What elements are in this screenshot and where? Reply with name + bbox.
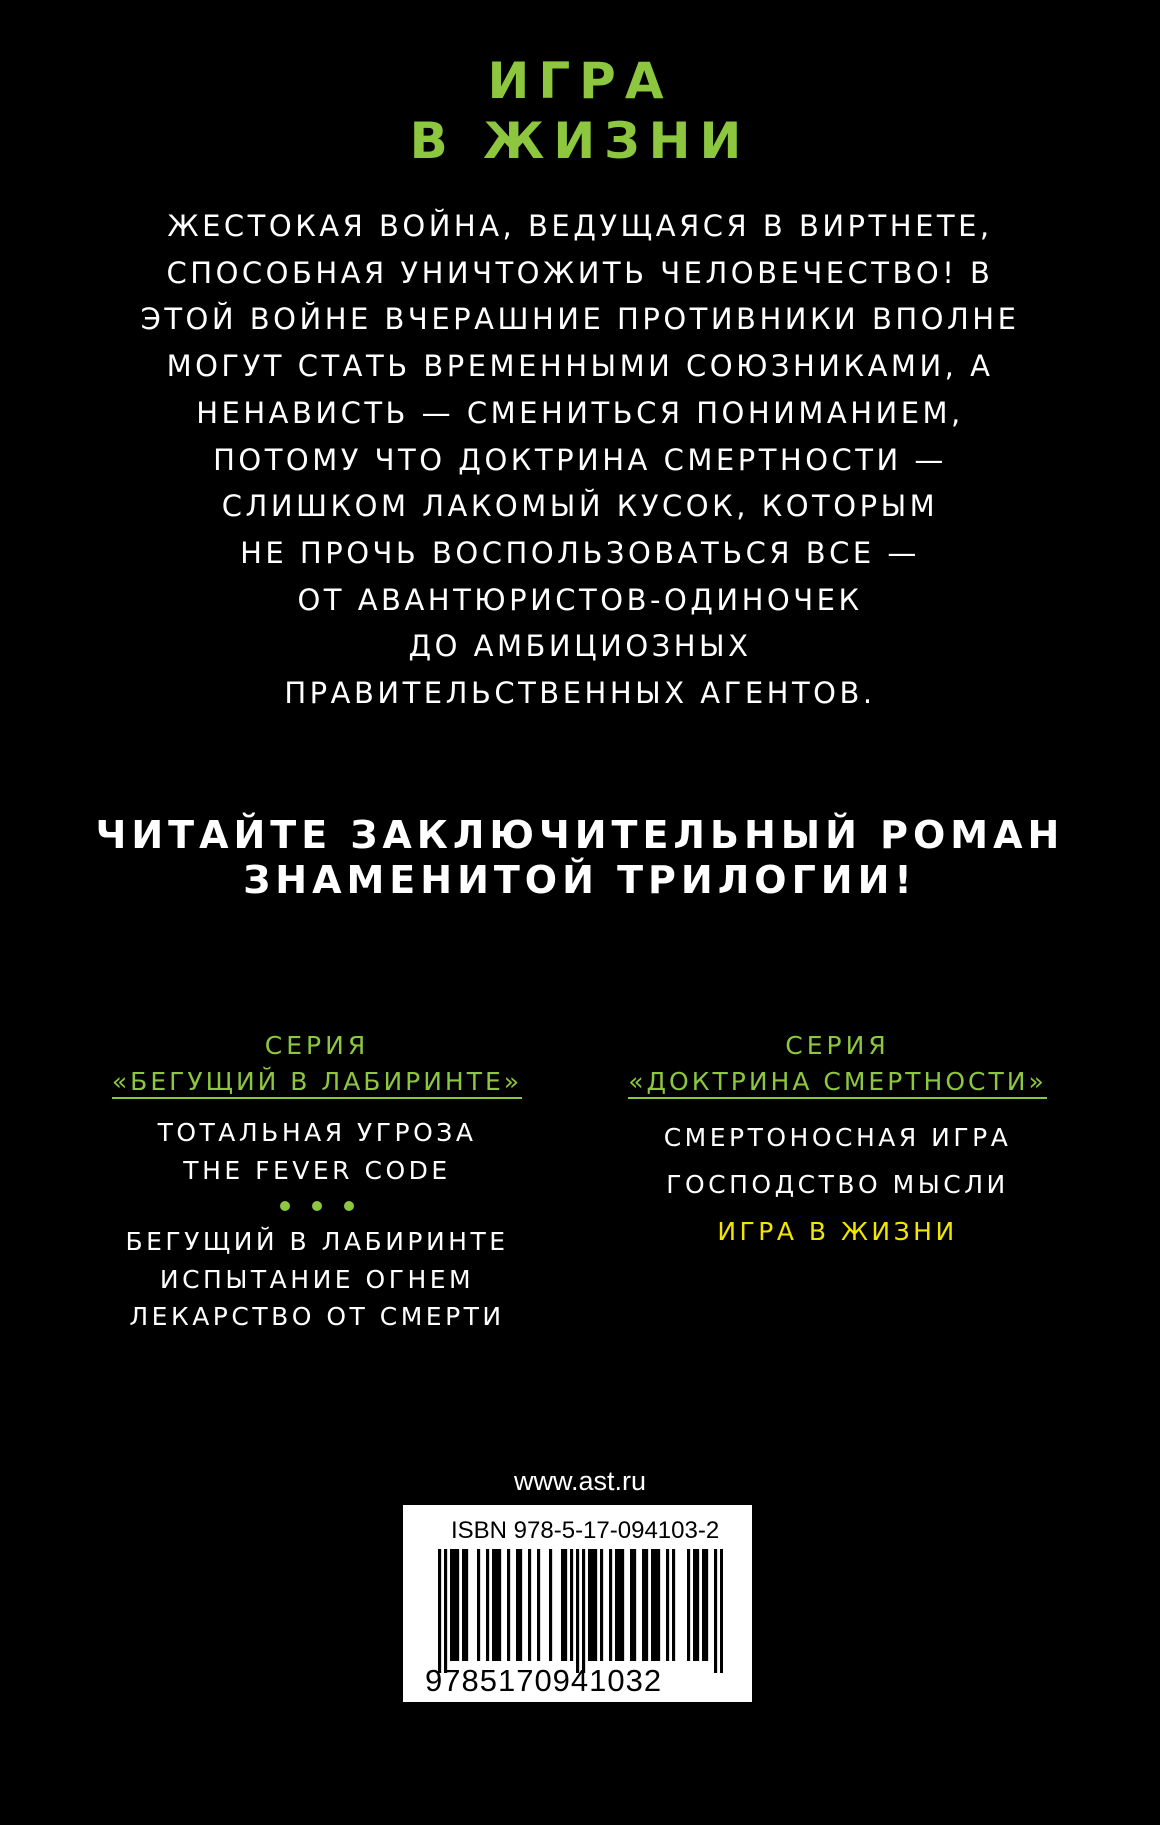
series-book-list bbox=[590, 1114, 1085, 1255]
barcode-bar bbox=[498, 1549, 501, 1661]
barcode-bar bbox=[453, 1549, 456, 1661]
series-book-current: ИГРА В ЖИЗНИ bbox=[717, 1217, 958, 1246]
series-name-text: «БЕГУЩИЙ В ЛАБИРИНТЕ» bbox=[112, 1067, 522, 1099]
barcode-bar bbox=[657, 1549, 660, 1661]
barcode-bar bbox=[444, 1549, 447, 1673]
barcode-bar bbox=[705, 1549, 708, 1661]
barcode-bar bbox=[492, 1549, 495, 1661]
barcode-bar bbox=[591, 1549, 594, 1661]
barcode-bars-icon bbox=[438, 1549, 723, 1673]
barcode-bar bbox=[576, 1549, 579, 1673]
barcode-bar bbox=[465, 1549, 468, 1661]
blurb-line: ОТ АВАНТЮРИСТОВ-ОДИНОЧЕК bbox=[297, 582, 863, 617]
barcode-bar bbox=[615, 1549, 618, 1661]
barcode-bar bbox=[537, 1549, 540, 1661]
barcode-bar bbox=[630, 1549, 633, 1661]
barcode-bar bbox=[720, 1549, 723, 1673]
barcode-bar bbox=[594, 1549, 597, 1661]
blurb-line: МОГУТ СТАТЬ ВРЕМЕННЫМИ СОЮЗНИКАМИ, А bbox=[166, 349, 994, 384]
series-name bbox=[60, 1064, 574, 1100]
barcode-bar bbox=[516, 1549, 519, 1661]
dot-icon bbox=[344, 1201, 354, 1211]
series-book: ИСПЫТАНИЕ ОГНЕМ bbox=[159, 1264, 475, 1294]
series-book: СМЕРТОНОСНАЯ ИГРА bbox=[663, 1123, 1012, 1152]
series-book: ЛЕКАРСТВО ОТ СМЕРТИ bbox=[129, 1302, 505, 1331]
call-to-action-line-2: ЗНАМЕНИТОЙ ТРИЛОГИИ! bbox=[243, 858, 917, 902]
series-book: ГОСПОДСТВО МЫСЛИ bbox=[666, 1170, 1009, 1199]
barcode-bar bbox=[666, 1549, 669, 1661]
book-title-line-1: ИГРА bbox=[487, 52, 673, 110]
blurb-line: ПРАВИТЕЛЬСТВЕННЫХ АГЕНТОВ. bbox=[284, 676, 876, 711]
barcode-bar bbox=[450, 1549, 453, 1661]
series-book: ТОТАЛЬНАЯ УГРОЗА bbox=[157, 1118, 477, 1147]
isbn-barcode bbox=[403, 1505, 752, 1702]
barcode-bar bbox=[477, 1549, 480, 1661]
series-mortality-doctrine bbox=[590, 1028, 1085, 1255]
blurb-line: СЛИШКОМ ЛАКОМЫЙ КУСОК, КОТОРЫМ bbox=[221, 489, 939, 524]
ean-digits: 9785170941032 bbox=[425, 1663, 663, 1698]
barcode-bar bbox=[519, 1549, 522, 1661]
barcode-bar bbox=[549, 1549, 552, 1661]
barcode-bar bbox=[642, 1549, 645, 1661]
blurb-line: ЖЕСТОКАЯ ВОЙНА, ВЕДУЩАЯСЯ В ВИРТНЕТЕ, bbox=[167, 209, 993, 243]
barcode-bar bbox=[600, 1549, 603, 1661]
barcode-bar bbox=[672, 1549, 675, 1661]
barcode-bar bbox=[486, 1549, 489, 1661]
barcode-bar bbox=[456, 1549, 459, 1661]
barcode-bar bbox=[438, 1549, 441, 1673]
barcode-bar bbox=[687, 1549, 690, 1661]
separator-dots bbox=[60, 1189, 574, 1223]
series-label: СЕРИЯ bbox=[264, 1031, 370, 1060]
publisher-website: www.ast.ru bbox=[513, 1466, 647, 1496]
barcode-bar bbox=[645, 1549, 648, 1661]
book-title-line-2: В ЖИЗНИ bbox=[409, 112, 751, 170]
barcode-bar bbox=[633, 1549, 636, 1661]
blurb-line: ЭТОЙ ВОЙНЕ ВЧЕРАШНИЕ ПРОТИВНИКИ ВПОЛНЕ bbox=[140, 302, 1020, 337]
series-name-text: «ДОКТРИНА СМЕРТНОСТИ» bbox=[628, 1067, 1047, 1099]
barcode-bar bbox=[651, 1549, 654, 1661]
series-maze-runner bbox=[60, 1028, 574, 1336]
barcode-bar bbox=[609, 1549, 612, 1661]
barcode-bar bbox=[570, 1549, 573, 1661]
barcode-bar bbox=[702, 1549, 705, 1661]
blurb-line: ДО АМБИЦИОЗНЫХ bbox=[408, 629, 752, 664]
barcode-bar bbox=[588, 1549, 591, 1661]
barcode-bar bbox=[654, 1549, 657, 1661]
isbn-text: ISBN 978-5-17-094103-2 bbox=[451, 1517, 720, 1544]
dot-icon bbox=[280, 1201, 290, 1211]
series-book-list bbox=[60, 1114, 574, 1336]
barcode-bar bbox=[714, 1549, 717, 1673]
blurb bbox=[60, 203, 1100, 717]
series-label: СЕРИЯ bbox=[785, 1031, 890, 1060]
barcode-bar bbox=[561, 1549, 564, 1661]
series-name bbox=[590, 1064, 1085, 1100]
blurb-line: НЕНАВИСТЬ — СМЕНИТЬСЯ ПОНИМАНИЕМ, bbox=[196, 395, 964, 430]
call-to-action-line-1: ЧИТАЙТЕ ЗАКЛЮЧИТЕЛЬНЫЙ РОМАН bbox=[95, 813, 1065, 857]
barcode-bar bbox=[462, 1549, 465, 1661]
barcode-bar bbox=[507, 1549, 510, 1661]
barcode-bar bbox=[693, 1549, 696, 1661]
series-book: БЕГУЩИЙ В ЛАБИРИНТЕ bbox=[125, 1227, 509, 1256]
barcode-bar bbox=[495, 1549, 498, 1661]
barcode-bar bbox=[618, 1549, 621, 1661]
barcode-bar bbox=[621, 1549, 624, 1661]
barcode-bar bbox=[582, 1549, 585, 1673]
series-book: THE FEVER CODE bbox=[183, 1155, 451, 1185]
barcode-bar bbox=[696, 1549, 699, 1661]
barcode-bar bbox=[528, 1549, 531, 1661]
blurb-line: НЕ ПРОЧЬ ВОСПОЛЬЗОВАТЬСЯ ВСЕ — bbox=[240, 535, 920, 570]
blurb-line: СПОСОБНАЯ УНИЧТОЖИТЬ ЧЕЛОВЕЧЕСТВО! В bbox=[166, 255, 994, 290]
dot-icon bbox=[312, 1201, 322, 1211]
barcode-bar bbox=[564, 1549, 567, 1661]
blurb-line: ПОТОМУ ЧТО ДОКТРИНА СМЕРТНОСТИ — bbox=[213, 442, 947, 477]
